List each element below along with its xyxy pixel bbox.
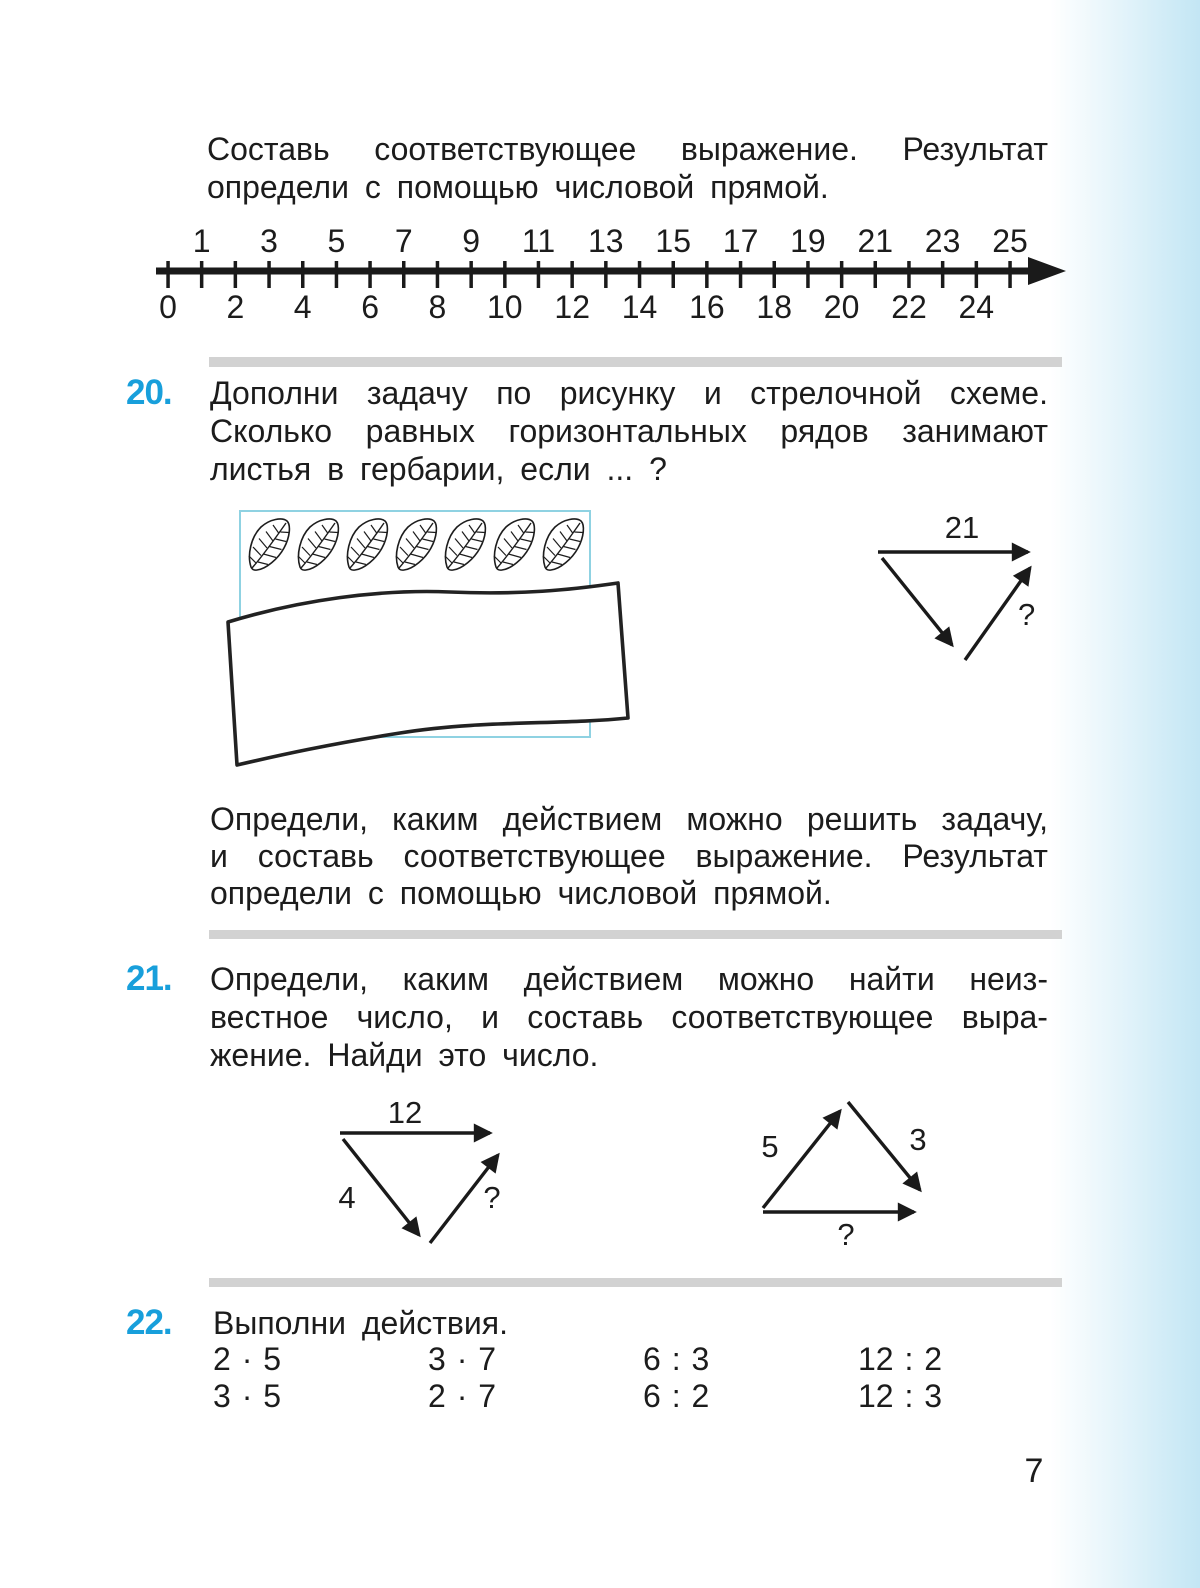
diagram-left-label: 4 [338,1180,356,1215]
task21-text [210,960,1048,1074]
leaf-icon [295,517,341,573]
number-line-tick [402,261,406,288]
number-line-label-bottom: 10 [487,289,523,325]
number-line-tick [773,261,777,288]
text-line: Определи, каким действием можно найти неиз- [210,961,1048,997]
section-separator [209,357,1062,367]
number-line-label-bottom: 12 [554,289,590,325]
leaf-icon [540,517,586,573]
expression: 3 · 5 [213,1378,282,1414]
text-line: листья в гербарии, если ... ? [210,451,667,487]
number-line-tick [267,261,271,288]
text-line: Дополни задачу по рисунку и стрелочной схеме. [210,375,1048,411]
leaf-icon [491,517,537,573]
diagram-question-label: ? [1018,597,1036,632]
number-line-label-top: 9 [462,223,480,259]
number-line-tick [469,261,473,288]
task20-text [210,374,1048,488]
task20-arrow-diagram [850,495,1065,670]
task22-title-text: Выполни действия. [213,1305,508,1341]
number-line-label-bottom: 2 [226,289,245,325]
number-line-tick [739,261,743,288]
number-line-arrowhead [1028,257,1066,285]
number-line-label-top: 3 [260,223,278,259]
number-line-label-bottom: 8 [428,289,447,325]
page-number: 7 [1024,1452,1044,1490]
number-line-tick [907,261,911,288]
task20-number: 20. [126,373,172,412]
leaf-icon [442,517,488,573]
text-line: Сколько равных горизонтальных рядов занимают [210,413,1048,449]
number-line [140,222,1080,327]
diagram-right-label: 3 [909,1122,927,1157]
task21-number: 21. [126,959,172,998]
task21-left-diagram [320,1085,520,1255]
diagram-top-label: 21 [944,510,980,545]
diagram-left-label: 5 [761,1129,779,1164]
number-line-label-bottom: 0 [159,289,177,325]
number-line-tick [234,261,238,288]
diagram-question-label: ? [483,1180,501,1215]
intro-paragraph [207,130,1048,206]
text-line: определи с помощью числовой прямой. [207,169,829,205]
number-line-label-bottom: 4 [293,289,312,325]
number-line-tick [436,261,440,288]
text-line: вестное число, и составь соответствующее выра- [210,999,1048,1035]
number-line-label-top: 17 [722,223,759,259]
diagram-question-label: ? [837,1217,855,1252]
text-line: жение. Найди это число. [210,1037,599,1073]
number-line-label-bottom: 22 [891,289,927,325]
number-line-tick [874,261,878,288]
number-line-tick [840,261,844,288]
number-line-label-bottom: 6 [361,289,379,325]
task22-number: 22. [126,1303,172,1342]
number-line-label-top: 11 [521,223,556,259]
number-line-tick [368,261,372,288]
section-separator [209,930,1062,939]
number-line-axis [156,268,1036,275]
leaf-icon [393,517,439,573]
number-line-label-top: 23 [924,223,961,259]
text-line: и составь соответствующее выражение. Результат [210,838,1048,874]
number-line-tick [570,261,574,288]
leaf-icon [344,517,390,573]
number-line-tick [705,261,709,288]
task22-expressions [213,1341,1093,1415]
expression: 2 · 7 [428,1378,497,1414]
task20-followup-text [210,801,1048,912]
number-line-tick [503,261,507,288]
number-line-label-bottom: 14 [621,289,658,325]
expression: 12 : 3 [858,1378,943,1414]
number-line-tick [604,261,608,288]
text-line: Составь соответствующее выражение. Результат [207,131,1048,167]
number-line-tick [975,261,979,288]
text-line: Определи, каким действием можно решить задачу, [210,801,1048,837]
text-line: определи с помощью числовой прямой. [210,875,832,911]
section-separator [209,1278,1062,1287]
leaf-icon [246,517,292,573]
expression: 2 · 5 [213,1341,282,1377]
number-line-label-top: 21 [857,223,894,259]
number-line-label-top: 15 [655,223,691,259]
expression: 12 : 2 [858,1341,943,1377]
number-line-label-top: 19 [790,223,826,259]
expression-row [213,1378,1093,1415]
number-line-label-bottom: 20 [823,289,860,325]
number-line-label-top: 1 [192,223,211,259]
number-line-label-top: 13 [588,223,624,259]
number-line-tick [301,261,305,288]
number-line-tick [335,261,339,288]
number-line-tick [537,261,541,288]
number-line-tick [941,261,945,288]
number-line-label-top: 25 [992,223,1028,259]
expression: 6 : 3 [643,1341,710,1377]
number-line-tick [638,261,642,288]
leaf-row [246,517,588,573]
task22-title [213,1304,1051,1342]
expression: 3 · 7 [428,1341,497,1377]
expression-row [213,1341,1093,1378]
diagram-top-label: 12 [387,1095,423,1130]
number-line-label-top: 5 [327,223,346,259]
task21-right-diagram [740,1085,950,1253]
number-line-label-bottom: 16 [689,289,725,325]
number-line-label-bottom: 18 [756,289,792,325]
expression: 6 : 2 [643,1378,710,1414]
number-line-tick [1008,261,1012,288]
number-line-tick [166,261,170,288]
number-line-label-top: 7 [394,223,413,259]
number-line-label-bottom: 24 [958,289,995,325]
number-line-tick [200,261,204,288]
number-line-tick [672,261,676,288]
number-line-tick [806,261,810,288]
herbarium-sheet [220,573,638,775]
